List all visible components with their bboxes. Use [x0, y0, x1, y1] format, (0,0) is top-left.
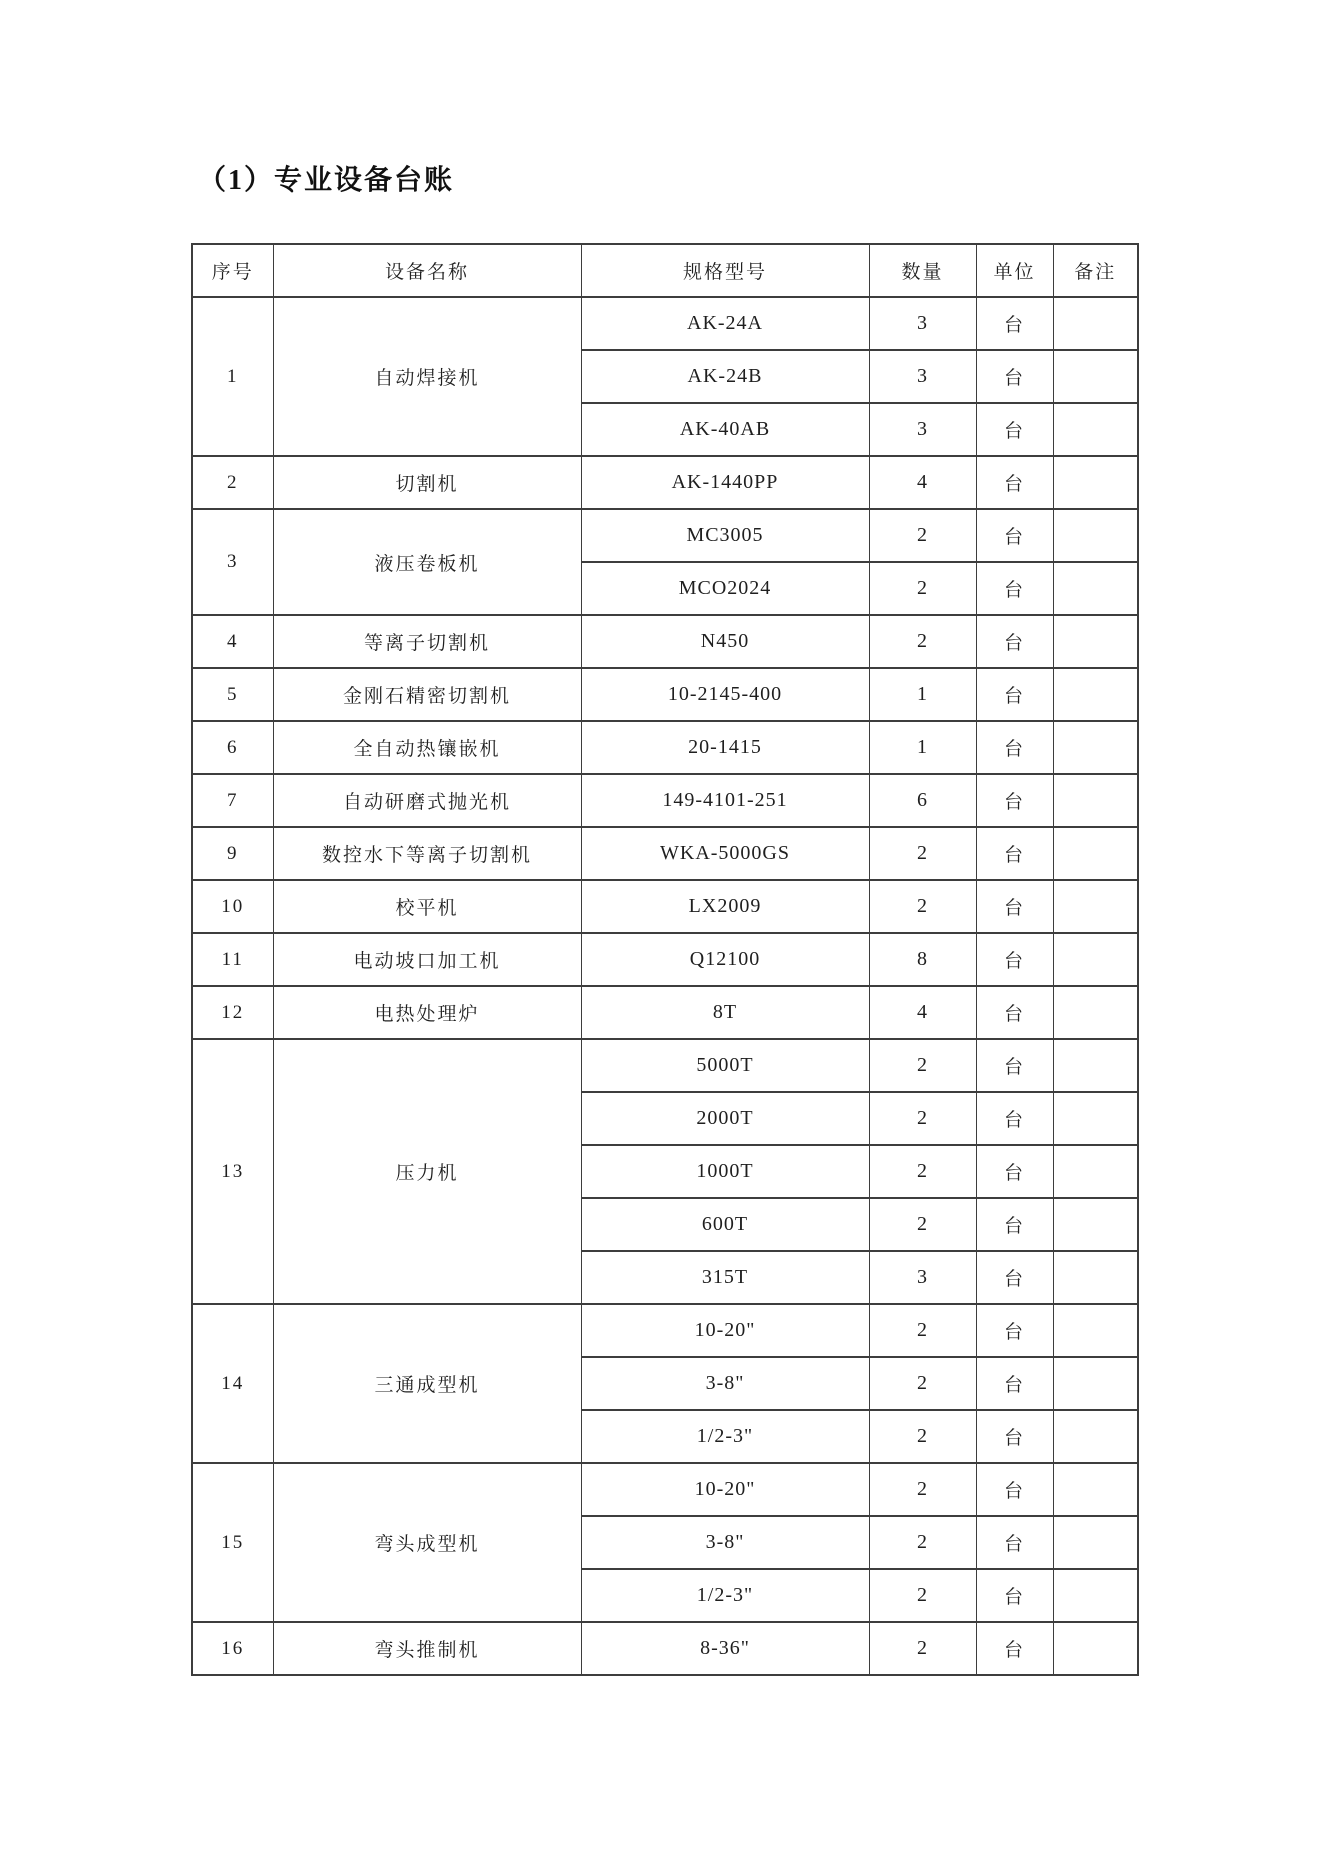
table-row: [192, 1463, 1138, 1516]
unit-cell: 台: [976, 562, 1053, 615]
quantity-cell: 2: [869, 562, 976, 615]
table-row: [192, 774, 1138, 827]
table-row: [192, 509, 1138, 562]
serial-cell: 7: [192, 774, 273, 827]
unit-cell: 台: [976, 1357, 1053, 1410]
quantity-cell: 2: [869, 509, 976, 562]
note-cell: [1053, 562, 1138, 615]
model-cell: 3-8": [581, 1516, 869, 1569]
equipment-name-cell: 自动研磨式抛光机: [273, 774, 581, 827]
note-cell: [1053, 880, 1138, 933]
note-cell: [1053, 668, 1138, 721]
equipment-name-cell: 金刚石精密切割机: [273, 668, 581, 721]
note-cell: [1053, 774, 1138, 827]
table-row: [192, 986, 1138, 1039]
note-cell: [1053, 297, 1138, 350]
serial-cell: 9: [192, 827, 273, 880]
note-cell: [1053, 1622, 1138, 1675]
model-cell: 2000T: [581, 1092, 869, 1145]
serial-cell: 14: [192, 1304, 273, 1463]
table-row: [192, 668, 1138, 721]
header-model: 规格型号: [581, 244, 869, 297]
unit-cell: 台: [976, 774, 1053, 827]
serial-cell: 13: [192, 1039, 273, 1304]
note-cell: [1053, 456, 1138, 509]
serial-cell: 10: [192, 880, 273, 933]
model-cell: 20-1415: [581, 721, 869, 774]
model-cell: 8T: [581, 986, 869, 1039]
equipment-name-cell: 三通成型机: [273, 1304, 581, 1463]
table-row: [192, 1039, 1138, 1092]
model-cell: MCO2024: [581, 562, 869, 615]
table-row: [192, 1304, 1138, 1357]
quantity-cell: 3: [869, 403, 976, 456]
unit-cell: 台: [976, 1039, 1053, 1092]
equipment-name-cell: 液压卷板机: [273, 509, 581, 615]
equipment-name-cell: 切割机: [273, 456, 581, 509]
note-cell: [1053, 1039, 1138, 1092]
unit-cell: 台: [976, 615, 1053, 668]
note-cell: [1053, 1516, 1138, 1569]
unit-cell: 台: [976, 1410, 1053, 1463]
header-equipment-name: 设备名称: [273, 244, 581, 297]
table-row: [192, 880, 1138, 933]
model-cell: 10-20": [581, 1304, 869, 1357]
equipment-name-cell: 全自动热镶嵌机: [273, 721, 581, 774]
note-cell: [1053, 827, 1138, 880]
note-cell: [1053, 1357, 1138, 1410]
model-cell: 10-20": [581, 1463, 869, 1516]
model-cell: AK-40AB: [581, 403, 869, 456]
model-cell: 1/2-3": [581, 1569, 869, 1622]
quantity-cell: 1: [869, 668, 976, 721]
document-title: （1）专业设备台账: [198, 165, 455, 196]
quantity-cell: 2: [869, 1039, 976, 1092]
quantity-cell: 2: [869, 880, 976, 933]
header-quantity: 数量: [869, 244, 976, 297]
quantity-cell: 2: [869, 1516, 976, 1569]
serial-cell: 12: [192, 986, 273, 1039]
quantity-cell: 8: [869, 933, 976, 986]
model-cell: 1000T: [581, 1145, 869, 1198]
serial-cell: 4: [192, 615, 273, 668]
quantity-cell: 2: [869, 1304, 976, 1357]
unit-cell: 台: [976, 1198, 1053, 1251]
equipment-name-cell: 电热处理炉: [273, 986, 581, 1039]
quantity-cell: 3: [869, 1251, 976, 1304]
note-cell: [1053, 403, 1138, 456]
table-row: [192, 827, 1138, 880]
model-cell: 149-4101-251: [581, 774, 869, 827]
note-cell: [1053, 1463, 1138, 1516]
quantity-cell: 2: [869, 827, 976, 880]
equipment-table-body: [192, 297, 1138, 1675]
equipment-name-cell: 弯头推制机: [273, 1622, 581, 1675]
header-serial: 序号: [192, 244, 273, 297]
table-row: [192, 721, 1138, 774]
model-cell: AK-1440PP: [581, 456, 869, 509]
note-cell: [1053, 1304, 1138, 1357]
equipment-name-cell: 自动焊接机: [273, 297, 581, 456]
quantity-cell: 2: [869, 1198, 976, 1251]
note-cell: [1053, 1092, 1138, 1145]
unit-cell: 台: [976, 1092, 1053, 1145]
note-cell: [1053, 1198, 1138, 1251]
serial-cell: 15: [192, 1463, 273, 1622]
header-row: [192, 244, 1138, 297]
quantity-cell: 2: [869, 1569, 976, 1622]
serial-cell: 1: [192, 297, 273, 456]
quantity-cell: 2: [869, 615, 976, 668]
equipment-name-cell: 电动坡口加工机: [273, 933, 581, 986]
quantity-cell: 2: [869, 1622, 976, 1675]
model-cell: AK-24B: [581, 350, 869, 403]
model-cell: 10-2145-400: [581, 668, 869, 721]
model-cell: 3-8": [581, 1357, 869, 1410]
serial-cell: 3: [192, 509, 273, 615]
model-cell: AK-24A: [581, 297, 869, 350]
equipment-name-cell: 压力机: [273, 1039, 581, 1304]
serial-cell: 6: [192, 721, 273, 774]
table-row: [192, 297, 1138, 350]
model-cell: Q12100: [581, 933, 869, 986]
quantity-cell: 2: [869, 1357, 976, 1410]
model-cell: 8-36": [581, 1622, 869, 1675]
unit-cell: 台: [976, 456, 1053, 509]
unit-cell: 台: [976, 1304, 1053, 1357]
serial-cell: 16: [192, 1622, 273, 1675]
unit-cell: 台: [976, 668, 1053, 721]
unit-cell: 台: [976, 1463, 1053, 1516]
note-cell: [1053, 615, 1138, 668]
unit-cell: 台: [976, 827, 1053, 880]
quantity-cell: 3: [869, 350, 976, 403]
note-cell: [1053, 933, 1138, 986]
model-cell: 315T: [581, 1251, 869, 1304]
serial-cell: 11: [192, 933, 273, 986]
table-row: [192, 615, 1138, 668]
quantity-cell: 4: [869, 456, 976, 509]
equipment-table: [191, 243, 1139, 1676]
equipment-name-cell: 等离子切割机: [273, 615, 581, 668]
note-cell: [1053, 1251, 1138, 1304]
table-row: [192, 456, 1138, 509]
model-cell: MC3005: [581, 509, 869, 562]
unit-cell: 台: [976, 1569, 1053, 1622]
unit-cell: 台: [976, 403, 1053, 456]
unit-cell: 台: [976, 350, 1053, 403]
unit-cell: 台: [976, 1516, 1053, 1569]
model-cell: 5000T: [581, 1039, 869, 1092]
model-cell: N450: [581, 615, 869, 668]
model-cell: LX2009: [581, 880, 869, 933]
header-note: 备注: [1053, 244, 1138, 297]
unit-cell: 台: [976, 880, 1053, 933]
unit-cell: 台: [976, 933, 1053, 986]
model-cell: 1/2-3": [581, 1410, 869, 1463]
quantity-cell: 1: [869, 721, 976, 774]
unit-cell: 台: [976, 1622, 1053, 1675]
equipment-name-cell: 数控水下等离子切割机: [273, 827, 581, 880]
unit-cell: 台: [976, 297, 1053, 350]
unit-cell: 台: [976, 1251, 1053, 1304]
quantity-cell: 3: [869, 297, 976, 350]
note-cell: [1053, 721, 1138, 774]
equipment-name-cell: 校平机: [273, 880, 581, 933]
table-header: [192, 244, 1138, 297]
header-unit: 单位: [976, 244, 1053, 297]
note-cell: [1053, 986, 1138, 1039]
model-cell: WKA-5000GS: [581, 827, 869, 880]
quantity-cell: 2: [869, 1092, 976, 1145]
note-cell: [1053, 509, 1138, 562]
note-cell: [1053, 1145, 1138, 1198]
table-row: [192, 933, 1138, 986]
quantity-cell: 2: [869, 1410, 976, 1463]
note-cell: [1053, 1410, 1138, 1463]
equipment-name-cell: 弯头成型机: [273, 1463, 581, 1622]
unit-cell: 台: [976, 1145, 1053, 1198]
note-cell: [1053, 1569, 1138, 1622]
serial-cell: 2: [192, 456, 273, 509]
quantity-cell: 6: [869, 774, 976, 827]
unit-cell: 台: [976, 721, 1053, 774]
model-cell: 600T: [581, 1198, 869, 1251]
quantity-cell: 2: [869, 1463, 976, 1516]
quantity-cell: 2: [869, 1145, 976, 1198]
table-row: [192, 1622, 1138, 1675]
unit-cell: 台: [976, 986, 1053, 1039]
unit-cell: 台: [976, 509, 1053, 562]
note-cell: [1053, 350, 1138, 403]
serial-cell: 5: [192, 668, 273, 721]
quantity-cell: 4: [869, 986, 976, 1039]
